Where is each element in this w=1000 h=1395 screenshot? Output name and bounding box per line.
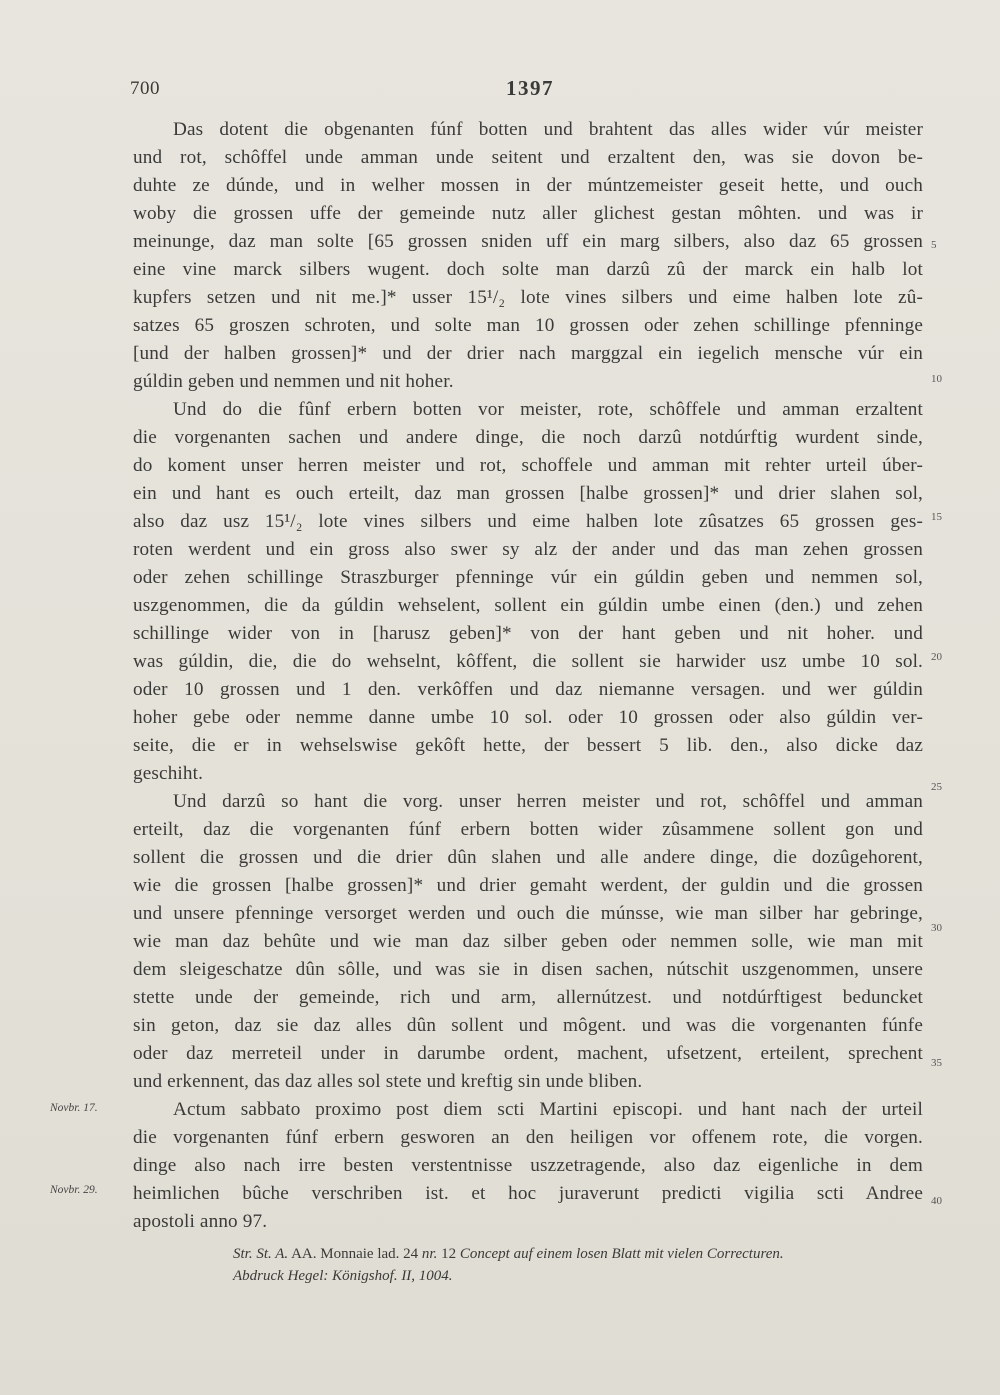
text-line: wie man daz behûte und wie man daz silber geben oder nemmen solle, wie man mit	[133, 931, 923, 952]
text-line: seite, die er in wehselswise gekôft hette, der bessert 5 lib. den., also dicke daz	[133, 735, 923, 756]
margin-date: Novbr. 17.	[50, 1102, 98, 1114]
page-number: 700	[130, 78, 160, 99]
line-number: 35	[931, 1057, 942, 1069]
source-archive: Str. St. A.	[233, 1246, 289, 1262]
text-line: uszgenommen, die da gúldin wehselent, sollent ein gúldin umbe einen (den.) und zehen	[133, 595, 923, 616]
text-line: also daz usz 15¹/₂ lote vines silbers und eime halben lote zûsatzes 65 grossen ges-	[133, 511, 923, 532]
text-line: heimlichen bûche verschriben ist. et hoc juraverunt predicti vigilia scti Andree	[133, 1183, 923, 1204]
text-line: und rot, schôffel unde amman unde seitent und erzaltent den, was sie dovon be-	[133, 147, 923, 168]
text-line: was gúldin, die, die do wehselnt, kôffent, die sollent sie harwider usz umbe 10 sol.	[133, 651, 923, 672]
text-line: [und der halben grossen]* und der drier nach marggzal ein iegelich mensche vúr ein	[133, 343, 923, 364]
print-note-ref: : Königshof. II, 1004.	[323, 1268, 453, 1284]
source-description: Concept auf einem losen Blatt mit vielen Correcturen.	[459, 1246, 784, 1262]
text-line: gúldin geben und nemmen und nit hoher.	[133, 371, 454, 392]
text-line: oder 10 grossen und 1 den. verkôffen und daz niemanne versagen. und wer gúldin	[133, 679, 923, 700]
line-number: 10	[931, 373, 942, 385]
text-line: meinunge, daz man solte [65 grossen sniden uff ein marg silbers, also daz 65 grossen	[133, 231, 923, 252]
text-line: apostoli anno 97.	[133, 1211, 268, 1232]
source-nr: 12	[441, 1246, 457, 1262]
text-line: Actum sabbato proximo post diem scti Martini episcopi. und hant nach der urteil	[173, 1099, 923, 1120]
text-line: dinge also nach irre besten verstentnisse uszzetragende, also daz eigenliche in dem	[133, 1155, 923, 1176]
text-line: eine vine marck silbers wugent. doch solte man darzû zû der marck ein halb lot	[133, 259, 923, 280]
text-line: wie die grossen [halbe grossen]* und drier gemaht werdent, der guldin und die grossen	[133, 875, 923, 896]
source-note	[233, 1244, 784, 1264]
text-line: ein und hant es ouch erteilt, daz man grossen [halbe grossen]* und drier slahen sol,	[133, 483, 923, 504]
text-line: und unsere pfenninge versorget werden und ouch die múnsse, wie man silber har gebringe,	[133, 903, 923, 924]
line-number: 40	[931, 1195, 942, 1207]
text-line: schillinge wider von in [harusz geben]* von der hant geben und nit hoher. und	[133, 623, 923, 644]
text-line: sin geton, daz sie daz alles dûn sollent und môgent. und was die vorgenanten fúnfe	[133, 1015, 923, 1036]
line-number: 30	[931, 922, 942, 934]
text-line: Und darzû so hant die vorg. unser herren meister und rot, schôffel und amman	[173, 791, 923, 812]
print-note-label: Abdruck Hegel	[233, 1268, 324, 1284]
text-line: roten werdent und ein gross also swer sy alz der ander und das man zehen grossen	[133, 539, 923, 560]
text-line: Und do die fûnf erbern botten vor meister, rote, schôffele und amman erzaltent	[173, 399, 923, 420]
line-number: 20	[931, 651, 942, 663]
text-line: geschiht.	[133, 763, 204, 784]
text-line: Das dotent die obgenanten fúnf botten und brahtent das alles wider vúr meister	[173, 119, 923, 140]
text-line: oder daz merreteil under in darumbe ordent, machent, ufsetzent, erteilent, sprechent	[133, 1043, 923, 1064]
line-number: 5	[931, 239, 937, 251]
text-line: duhte ze dúnde, und in welher mossen in der múntzemeister geseit hette, und ouch	[133, 175, 923, 196]
print-note	[233, 1266, 453, 1286]
text-line: und erkennent, das daz alles sol stete und kreftig sin unde bliben.	[133, 1071, 643, 1092]
source-shelfmark: AA. Monnaie lad. 24	[291, 1246, 419, 1262]
page-title-year: 1397	[506, 76, 554, 100]
text-line: dem sleigeschatze dûn sôlle, und was sie in disen sachen, nútschit uszgenommen, unsere	[133, 959, 923, 980]
text-line: die vorgenanten fúnf erbern gesworen an den heiligen vor offenem rote, die vorgen.	[133, 1127, 923, 1148]
text-line: kupfers setzen und nit me.]* usser 15¹/₂ lote vines silbers und eime halben lote zû-	[133, 287, 923, 308]
text-line: satzes 65 groszen schroten, und solte man 10 grossen oder zehen schillinge pfenninge	[133, 315, 923, 336]
margin-date: Novbr. 29.	[50, 1184, 98, 1196]
line-number: 15	[931, 511, 942, 523]
text-line: oder zehen schillinge Straszburger pfenninge vúr ein gúldin geben und nemmen sol,	[133, 567, 923, 588]
text-line: do koment unser herren meister und rot, schoffele und amman mit rehter urteil úber-	[133, 455, 923, 476]
line-number: 25	[931, 781, 942, 793]
text-line: stette unde der gemeinde, rich und arm, allernútzest. und notdúrftigest beduncket	[133, 987, 923, 1008]
text-line: erteilt, daz die vorgenanten fúnf erbern botten wider zûsammene sollent gon und	[133, 819, 923, 840]
text-line: hoher gebe oder nemme danne umbe 10 sol. oder 10 grossen oder also gúldin ver-	[133, 707, 923, 728]
source-nr-label: nr.	[421, 1246, 438, 1262]
text-line: die vorgenanten sachen und andere dinge, die noch darzû notdúrftig wurdent sinde,	[133, 427, 923, 448]
text-line: sollent die grossen und die drier dûn slahen und alle andere dinge, die dozûgehorent,	[133, 847, 923, 868]
text-line: woby die grossen uffe der gemeinde nutz aller glichest gestan môhten. und was ir	[133, 203, 923, 224]
